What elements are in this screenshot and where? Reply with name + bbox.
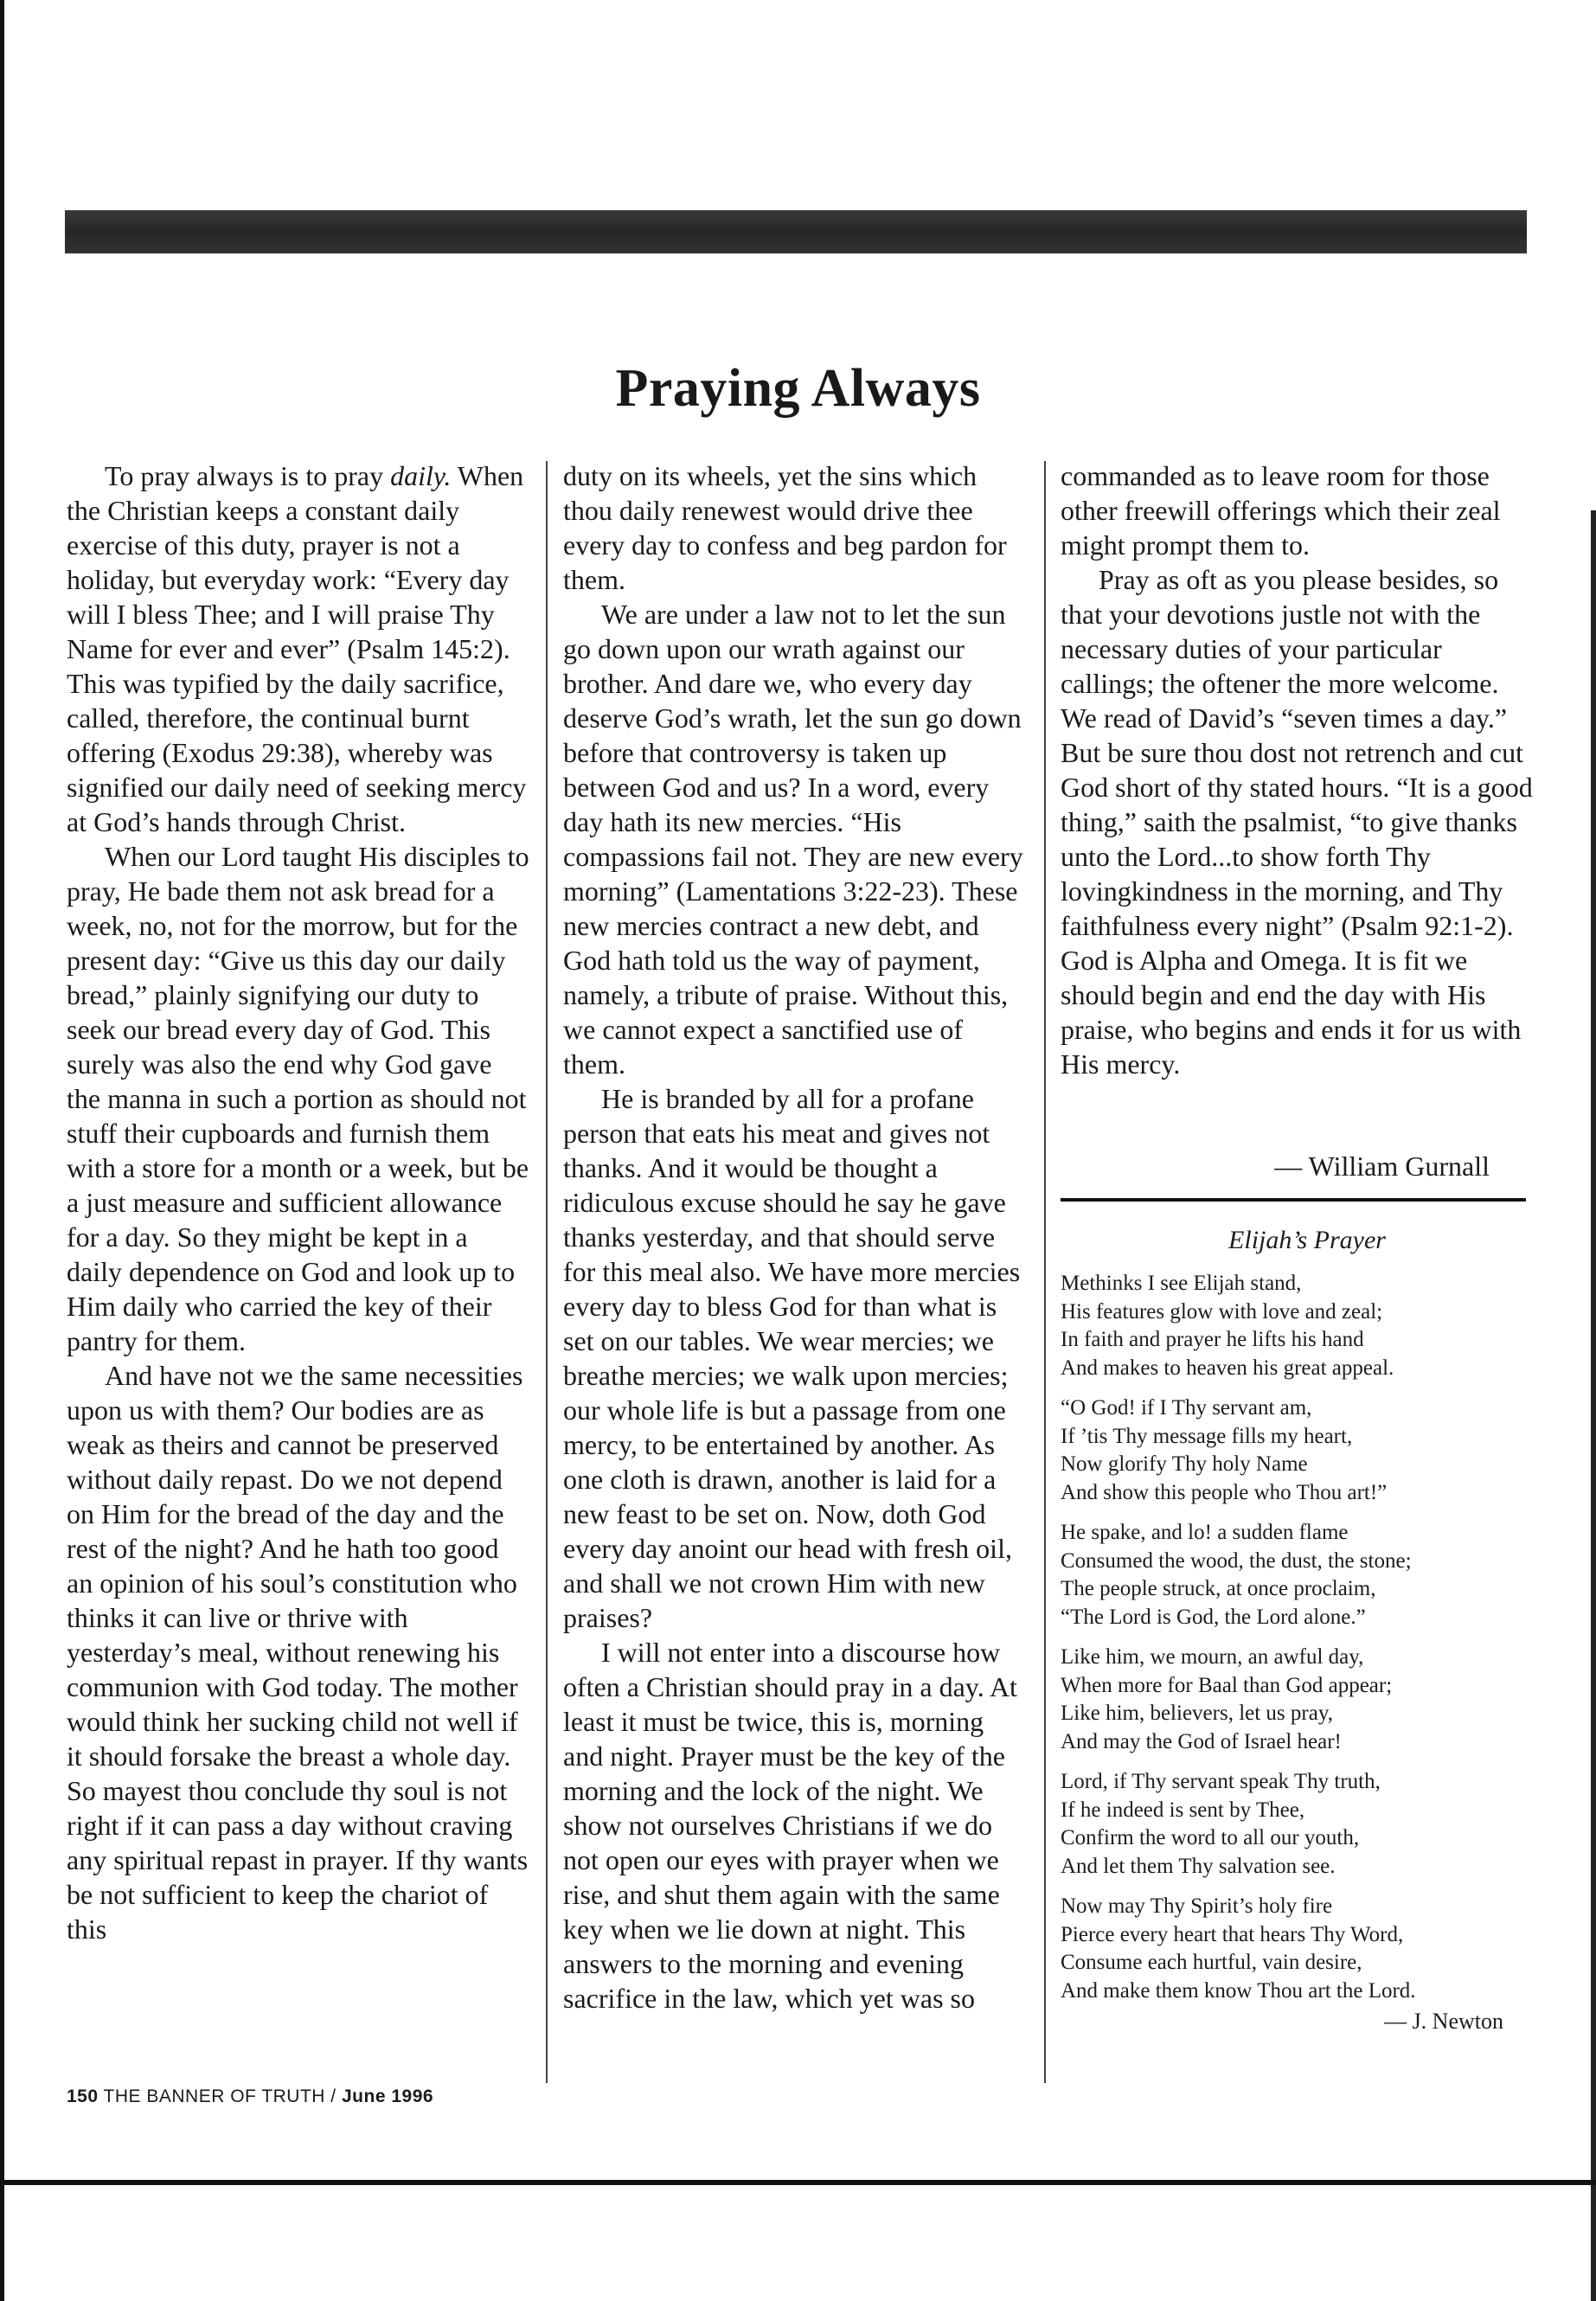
column-divider	[546, 461, 548, 2083]
paragraph: To pray always is to pray daily. When the Christian keeps a constant daily exercise of this duty, prayer is not a holiday, but everyday work: “Every day will I bless Thee; and I will praise Thy Name for ever and ever” (Psalm 145:2). This was typified by the daily sacrifice, called, therefore, the continual burnt offering (Exodus 29:38), whereby was signified our daily need of seeking mercy at God’s hands through Christ.	[67, 460, 527, 837]
poem-line: And let them Thy salvation see.	[1061, 1854, 1336, 1878]
stanza	[1061, 1768, 1535, 1881]
paragraph: Pray as oft as you please besides, so that your devotions justle not with the necessary duties of your particular callings; the oftener the more welcome. We read of David’s “seven times a day.” But be sure thou dost not retrench and cut God short of thy stated hours. “It is a good thing,” saith the psalmist, “to give thanks unto the Lord...to show forth Thy lovingkindness in the morning, and Thy faithfulness every night” (Psalm 92:1-2). God is Alpha and Omega. It is fit we should begin and end the day with His praise, who begins and ends it for us with His mercy.	[1061, 564, 1533, 1080]
poem-line: “The Lord is God, the Lord alone.”	[1061, 1605, 1366, 1629]
emphasis: daily.	[390, 460, 452, 491]
article-column-3	[1061, 458, 1535, 1081]
paragraph: commanded as to leave room for those other freewill offerings which their zeal might prompt them to.	[1061, 460, 1501, 561]
poem-attribution: — J. Newton	[1384, 2009, 1503, 2034]
paragraph: We are under a law not to let the sun go down upon our wrath against our brother. And dare we, who every day deserve God’s wrath, let the sun go down before that controversy is taken up between God and us? In a word, every day hath its new mercies. “His compassions fail not. They are new every morning” (Lamentations 3:22-23). These new mercies contract a new debt, and God hath told us the way of payment, namely, a tribute of praise. Without this, we cannot expect a sanctified use of them.	[563, 599, 1023, 1080]
poem-line: And may the God of Israel hear!	[1061, 1729, 1342, 1753]
poem-line: His features glow with love and zeal;	[1061, 1299, 1383, 1324]
scan-edge-right	[1591, 510, 1596, 2301]
poem-line: “O God! if I Thy servant am,	[1061, 1396, 1312, 1420]
poem-line: The people struck, at once proclaim,	[1061, 1577, 1376, 1600]
poem-line: Lord, if Thy servant speak Thy truth,	[1061, 1770, 1381, 1793]
poem-line: Now may Thy Spirit’s holy fire	[1061, 1894, 1333, 1918]
poem-line: In faith and prayer he lifts his hand	[1061, 1328, 1364, 1351]
scan-edge-left	[0, 0, 4, 2301]
header-banner	[65, 210, 1527, 253]
page-number: 150	[67, 2086, 99, 2106]
article-title: Praying Always	[615, 358, 981, 418]
poem-line: Like him, believers, let us pray,	[1061, 1702, 1333, 1725]
stanza	[1061, 1394, 1535, 1507]
poem-line: If he indeed is sent by Thee,	[1061, 1798, 1305, 1822]
poem-line: He spake, and lo! a sudden flame	[1061, 1521, 1349, 1544]
paragraph: When our Lord taught His disciples to pray, He bade them not ask bread for a week, no, not for the morrow, but for the present day: “Give us this day our daily bread,” plainly signifying our duty to seek our bread every day of God. This surely was also the end why God gave the manna in such a portion as should not stuff their cupboards and furnish them with a store for a month or a week, but be a just measure and sufficient allowance for a day. So they might be kept in a daily dependence on God and look up to Him daily who carried the key of their pantry for them.	[67, 841, 529, 1356]
poem-line: Like him, we mourn, an awful day,	[1061, 1645, 1364, 1669]
page-bottom-rule	[0, 2180, 1596, 2185]
paragraph: I will not enter into a discourse how often a Christian should pray in a day. At least it must be twice, this is, morning and night. Prayer must be the key of the morning and the lock of the night. We show not ourselves Christians if we do not open our eyes with prayer when we rise, and shut them again with the same key when we lie down at night. This answers to the morning and evening sacrifice in the law, which yet was so	[563, 1637, 1017, 2014]
poem-line: And show this people who Thou art!”	[1061, 1480, 1388, 1504]
stanza	[1061, 1644, 1535, 1756]
poem-line: If ’tis Thy message fills my heart,	[1061, 1424, 1353, 1448]
stanza	[1061, 1270, 1535, 1382]
poem-line: When more for Baal than God appear;	[1061, 1673, 1393, 1697]
page-footer	[67, 2086, 433, 2107]
paragraph: He is branded by all for a profane person that eats his meat and gives not thanks. And it would be thought a ridiculous excuse should he say he gave thanks yesterday, and that should serve for this meal also. We have more mercies every day to bless God for than what is set on our tables. We wear mercies; we breathe mercies; we walk upon mercies; our whole life is but a passage from one mercy, to be entertained by another. As one cloth is drawn, another is laid for a new feast to be set on. Now, doth God every day anoint our head with fresh oil, and shall we not crown Him with new praises?	[563, 1083, 1021, 1633]
poem	[1061, 1220, 1535, 2036]
paragraph: duty on its wheels, yet the sins which thou daily renewest would drive thee every day to confess and beg pardon for them.	[563, 460, 1007, 595]
poem-line: Confirm the word to all our youth,	[1061, 1826, 1360, 1849]
poem-line: Methinks I see Elijah stand,	[1061, 1272, 1302, 1295]
column-divider	[1044, 461, 1046, 2083]
author-signature: — William Gurnall	[1274, 1150, 1490, 1182]
publication-name: THE BANNER OF TRUTH /	[103, 2086, 337, 2106]
stanza	[1061, 1893, 1535, 2005]
issue-date: June 1996	[341, 2086, 434, 2106]
poem-line: Consume each hurtful, vain desire,	[1061, 1951, 1362, 1974]
poem-line: Now glorify Thy holy Name	[1061, 1452, 1308, 1476]
section-divider	[1061, 1198, 1526, 1202]
stanza	[1061, 1519, 1535, 1631]
poem-line: Consumed the wood, the dust, the stone;	[1061, 1548, 1412, 1573]
article-column-1	[67, 458, 529, 1946]
poem-line: And make them know Thou art the Lord.	[1061, 1978, 1416, 2003]
poem-line: Pierce every heart that hears Thy Word,	[1061, 1922, 1404, 1946]
poem-title: Elijah’s Prayer	[1228, 1226, 1386, 1254]
article-column-2	[563, 458, 1030, 2016]
poem-line: And makes to heaven his great appeal.	[1061, 1356, 1394, 1380]
paragraph: And have not we the same necessities upon us with them? Our bodies are as weak as theirs and cannot be preserved without daily repast. Do we not depend on Him for the bread of the day and the rest of the night? And he hath too good an opinion of his soul’s constitution who thinks it can live or thrive with yesterday’s meal, without renewing his communion with God today. The mother would think her sucking child not well if it should forsake the breast a whole day. So mayest thou conclude thy soul is not right if it can pass a day without craving any spiritual repast in prayer. If thy wants be not sufficient to keep the chariot of this	[67, 1360, 529, 1945]
